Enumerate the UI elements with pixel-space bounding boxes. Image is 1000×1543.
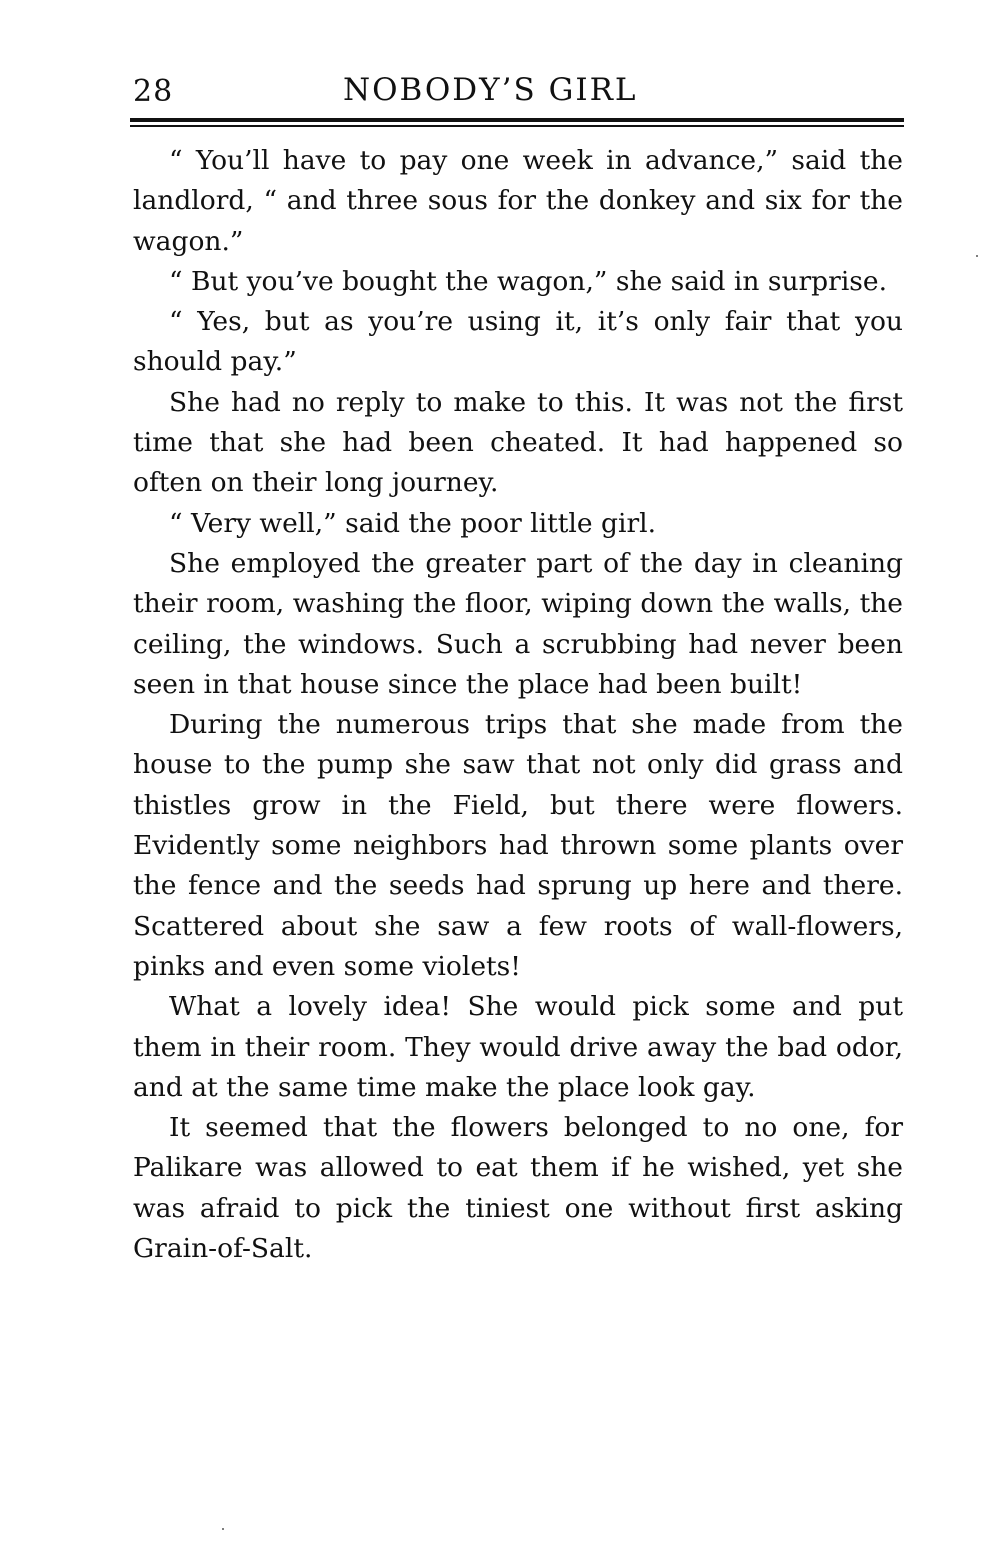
paragraph-8: What a lovely idea! She would pick some and put them in their room. They would drive away the bad odor, and at the same time make the place look gay. [133,991,903,1103]
paragraph-6: She employed the greater part of the day in cleaning their room, washing the floor, wiping down the walls, the ceiling, the windows. Such a scrubbing had never been seen in that house since the place had been built! [133,547,903,700]
page-number: 28 [133,74,174,109]
scan-speck [976,255,978,257]
paragraph-5: “ Very well,” said the poor little girl. [169,507,657,539]
paragraph-2: “ But you’ve bought the wagon,” she said in surprise. [169,265,887,297]
paragraph-1: “ You’ll have to pay one week in advance,” said the landlord, “ and three sous for the donkey and six for the wagon.” [133,145,903,257]
paragraph-3: “ Yes, but as you’re using it, it’s only fair that you should pay.” [133,306,903,378]
scan-speck [222,1528,224,1530]
page-header [133,64,903,114]
paragraph-9: It seemed that the flowers belonged to no one, for Palikare was allowed to eat them if he wished, yet she was afraid to pick the tiniest one without first asking Grain-of-Salt. [133,1112,903,1265]
paragraph-4: She had no reply to make to this. It was not the first time that she had been cheated. It had happened so often on their long journey. [133,386,903,499]
body-text [133,141,903,1269]
running-title: NOBODY’S GIRL [343,72,638,108]
header-rule-thick [130,118,904,122]
paragraph-7: During the numerous trips that she made from the house to the pump she saw that not only did grass and thistles grow in the Field, but there were flowers. Evidently some neighbors had thrown some plants over the fence and the seeds had sprung up here and there. Scattered about she saw a few roots of wall-flowers, pinks and even some violets! [133,709,903,982]
header-rule-thin [130,125,904,127]
